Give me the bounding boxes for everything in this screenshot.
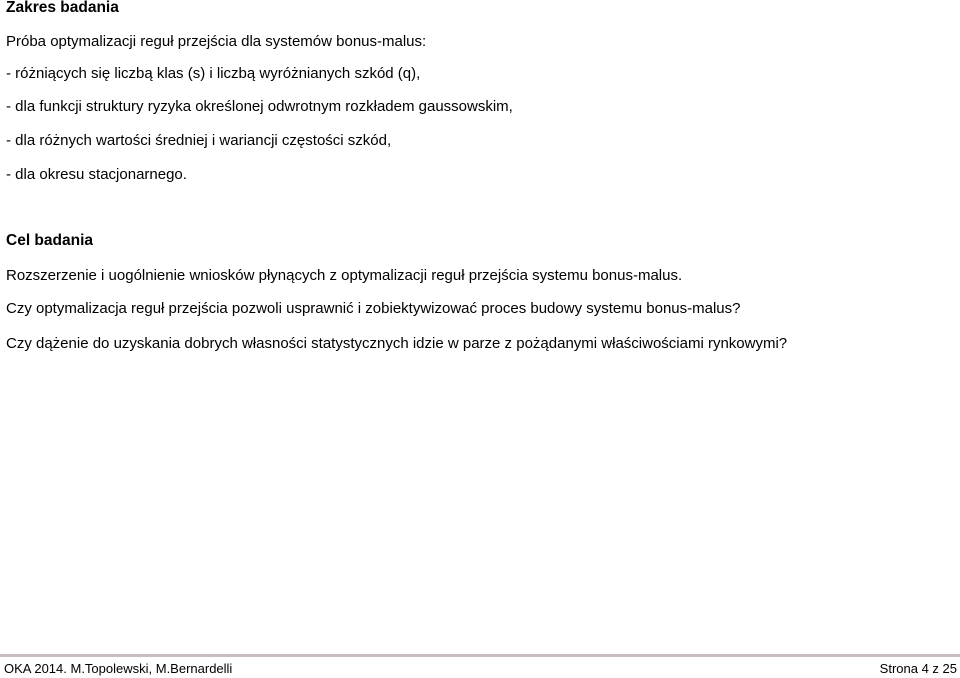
scope-item-2: - dla funkcji struktury ryzyka określonej odwrotnym rozkładem gaussowskim,: [6, 98, 513, 115]
footer-page-number: Strona 4 z 25: [879, 661, 957, 676]
footer-divider: [0, 654, 960, 657]
scope-item-4: - dla okresu stacjonarnego.: [6, 166, 187, 183]
section-heading-goal: Cel badania: [6, 232, 93, 249]
goal-line-2: Czy optymalizacja reguł przejścia pozwoli usprawnić i zobiektywizować proces budowy systemu bonus-malus?: [6, 300, 741, 317]
goal-line-3: Czy dążenie do uzyskania dobrych własności statystycznych idzie w parze z pożądanymi właściwościami rynkowymi?: [6, 335, 788, 352]
scope-item-1: - różniących się liczbą klas (s) i liczbą wyróżnianych szkód (q),: [6, 65, 421, 82]
goal-line-1: Rozszerzenie i uogólnienie wniosków płynących z optymalizacji reguł przejścia systemu bonus-malus.: [6, 267, 683, 284]
footer-authors: OKA 2014. M.Topolewski, M.Bernardelli: [4, 661, 233, 676]
section-heading-scope: Zakres badania: [6, 0, 119, 16]
scope-intro: Próba optymalizacji reguł przejścia dla systemów bonus-malus:: [6, 33, 427, 50]
scope-item-3: - dla różnych wartości średniej i wariancji częstości szkód,: [6, 132, 392, 149]
